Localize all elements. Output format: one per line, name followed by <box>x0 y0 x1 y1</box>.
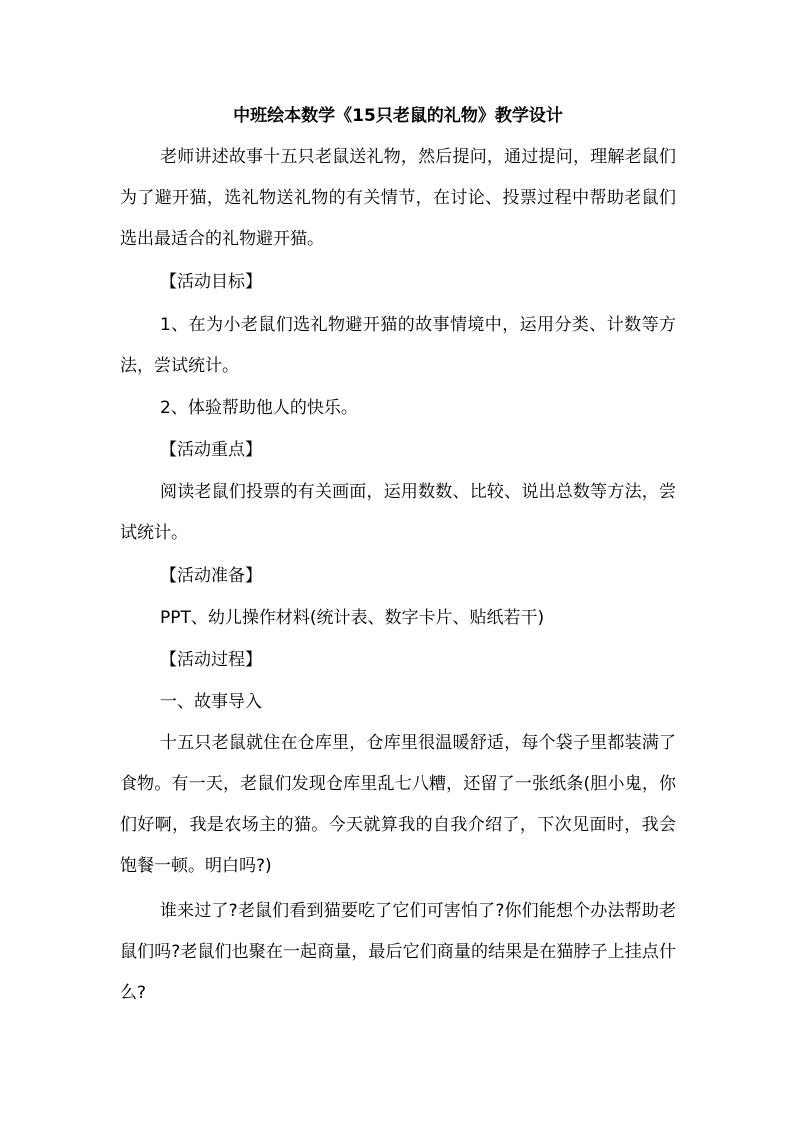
paragraph-intro: 老师讲述故事十五只老鼠送礼物，然后提问，通过提问，理解老鼠们为了避开猫，选礼物送礼物的有关情节，在讨论、投票过程中帮助老鼠们选出最适合的礼物避开猫。 <box>120 147 676 249</box>
heading-activity-focus: 【活动重点】 <box>160 440 262 460</box>
paragraph-preparation: PPT、幼儿操作材料(统计表、数字卡片、贴纸若干) <box>160 608 545 628</box>
paragraph-story: 十五只老鼠就住在仓库里，仓库里很温暖舒适，每个袋子里都装满了食物。有一天，老鼠们发现仓库里乱七八糟，还留了一张纸条(胆小鬼，你们好啊，我是农场主的猫。今天就算我的自我介绍了，下次见面时，我会饱餐一顿。明白吗?) <box>120 733 676 876</box>
document-title: 中班绘本数学《15只老鼠的礼物》教学设计 <box>233 106 563 126</box>
paragraph-focus: 阅读老鼠们投票的有关画面，运用数数、比较、说出总数等方法，尝试统计。 <box>120 482 676 543</box>
heading-activity-process: 【活动过程】 <box>160 650 262 670</box>
heading-activity-preparation: 【活动准备】 <box>160 566 262 586</box>
paragraph-questions: 谁来过了?老鼠们看到猫要吃了它们可害怕了?你们能想个办法帮助老鼠们吗?老鼠们也聚在一起商量，最后它们商量的结果是在猫脖子上挂点什么? <box>120 901 676 1003</box>
paragraph-goal-1: 1、在为小老鼠们选礼物避开猫的故事情境中，运用分类、计数等方法，尝试统计。 <box>120 315 676 376</box>
heading-activity-goals: 【活动目标】 <box>160 272 262 292</box>
heading-story-intro: 一、故事导入 <box>160 692 262 712</box>
paragraph-goal-2: 2、体验帮助他人的快乐。 <box>160 398 358 418</box>
